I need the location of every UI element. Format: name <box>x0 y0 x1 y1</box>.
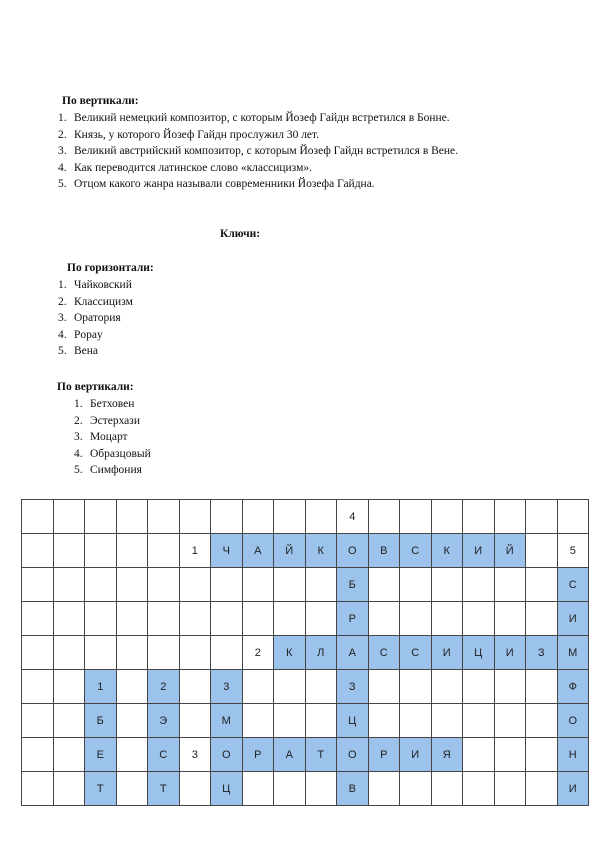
item-text: Великий австрийский композитор, с которым Йозеф Гайдн встретился в Вене. <box>74 145 459 158</box>
crossword-cell <box>368 568 400 602</box>
crossword-cell: Ц <box>463 636 495 670</box>
crossword-cell <box>116 738 148 772</box>
crossword-cell <box>116 636 148 670</box>
vertical-questions-heading: По вертикали: <box>62 95 139 107</box>
item-text: Чайковский <box>74 279 132 291</box>
crossword-cell: И <box>494 636 526 670</box>
keys-title: Ключи: <box>220 228 261 240</box>
crossword-cell <box>274 568 306 602</box>
crossword-cell: 3 <box>211 670 243 704</box>
crossword-cell: Л <box>305 636 337 670</box>
crossword-cell <box>53 602 85 636</box>
item-text: Классицизм <box>74 295 133 308</box>
crossword-cell: 2 <box>148 670 180 704</box>
crossword-cell <box>368 602 400 636</box>
crossword-cell <box>463 602 495 636</box>
crossword-cell: Й <box>494 534 526 568</box>
crossword-cell <box>526 568 558 602</box>
crossword-cell: Я <box>431 738 463 772</box>
item-number: 2. <box>58 128 67 141</box>
crossword-row <box>22 670 589 704</box>
question-item <box>58 127 458 144</box>
crossword-cell <box>400 602 432 636</box>
crossword-cell <box>431 602 463 636</box>
crossword-cell: Ч <box>211 534 243 568</box>
crossword-cell <box>305 704 337 738</box>
crossword-cell <box>179 772 211 806</box>
key-item <box>58 310 133 327</box>
crossword-cell: А <box>274 738 306 772</box>
crossword-cell: Ц <box>211 772 243 806</box>
crossword-cell: Т <box>148 772 180 806</box>
crossword-cell: К <box>431 534 463 568</box>
crossword-cell <box>179 636 211 670</box>
crossword-cell: Н <box>557 738 589 772</box>
crossword-cell <box>526 738 558 772</box>
crossword-cell <box>53 704 85 738</box>
keys-vertical-heading: По вертикали: <box>57 381 134 393</box>
crossword-cell <box>116 670 148 704</box>
item-number: 4. <box>58 161 67 174</box>
crossword-cell: С <box>557 568 589 602</box>
crossword-cell <box>305 772 337 806</box>
item-number: 1. <box>74 398 83 410</box>
crossword-cell: М <box>211 704 243 738</box>
crossword-cell: 5 <box>557 534 589 568</box>
crossword-cell: Ц <box>337 704 369 738</box>
crossword-cell <box>53 636 85 670</box>
crossword-cell <box>22 636 54 670</box>
crossword-cell <box>242 704 274 738</box>
item-text: Popay <box>74 328 103 341</box>
crossword-cell <box>494 500 526 534</box>
crossword-cell: Б <box>85 704 117 738</box>
item-number: 5. <box>58 345 67 358</box>
crossword-cell <box>22 500 54 534</box>
crossword-cell: Ф <box>557 670 589 704</box>
item-text: Князь, у которого Йозеф Гайдн прослужил 30 лет. <box>74 128 320 141</box>
crossword-cell: С <box>400 534 432 568</box>
crossword-cell <box>431 500 463 534</box>
crossword-cell <box>400 670 432 704</box>
crossword-cell <box>494 670 526 704</box>
crossword-cell <box>242 670 274 704</box>
crossword-cell <box>274 602 306 636</box>
key-item <box>74 462 151 479</box>
key-item <box>74 429 151 446</box>
crossword-row <box>22 500 589 534</box>
crossword-cell <box>463 772 495 806</box>
key-item <box>58 294 133 311</box>
item-text: Отцом какого жанра называли современники Йозефа Гайдна. <box>74 178 375 191</box>
crossword-cell <box>116 568 148 602</box>
crossword-cell: Р <box>337 602 369 636</box>
item-number: 3. <box>74 431 83 444</box>
crossword-cell <box>148 534 180 568</box>
crossword-cell <box>85 602 117 636</box>
crossword-cell <box>494 738 526 772</box>
crossword-cell <box>53 568 85 602</box>
crossword-row <box>22 534 589 568</box>
crossword-cell <box>116 704 148 738</box>
crossword-cell <box>148 602 180 636</box>
crossword-cell <box>368 772 400 806</box>
crossword-cell <box>85 534 117 568</box>
item-number: 3. <box>58 312 67 325</box>
crossword-cell <box>211 636 243 670</box>
question-item <box>58 143 458 160</box>
crossword-cell: С <box>400 636 432 670</box>
question-item <box>58 176 458 193</box>
crossword-cell <box>116 772 148 806</box>
crossword-cell: С <box>368 636 400 670</box>
crossword-cell: Б <box>337 568 369 602</box>
crossword-cell <box>494 772 526 806</box>
crossword-cell <box>463 500 495 534</box>
crossword-cell <box>431 670 463 704</box>
crossword-cell: З <box>526 636 558 670</box>
crossword-cell <box>305 670 337 704</box>
crossword-cell <box>116 500 148 534</box>
crossword-cell <box>148 568 180 602</box>
crossword-cell <box>242 772 274 806</box>
crossword-cell: 2 <box>242 636 274 670</box>
crossword-row <box>22 602 589 636</box>
crossword-cell <box>463 670 495 704</box>
crossword-cell: А <box>242 534 274 568</box>
crossword-cell: К <box>305 534 337 568</box>
item-number: 4. <box>58 328 67 341</box>
crossword-cell <box>179 670 211 704</box>
item-text: Бетховен <box>90 398 135 410</box>
crossword-cell <box>368 670 400 704</box>
crossword-cell: И <box>557 602 589 636</box>
crossword-cell <box>526 602 558 636</box>
crossword-cell: И <box>557 772 589 806</box>
crossword-cell <box>400 568 432 602</box>
crossword-cell: О <box>337 534 369 568</box>
key-item <box>58 327 133 344</box>
crossword-cell <box>526 772 558 806</box>
crossword-cell <box>400 500 432 534</box>
crossword-row <box>22 568 589 602</box>
crossword-cell: С <box>148 738 180 772</box>
item-number: 3. <box>58 145 67 158</box>
crossword-cell: И <box>463 534 495 568</box>
crossword-cell <box>463 568 495 602</box>
crossword-cell <box>22 738 54 772</box>
crossword-cell <box>148 636 180 670</box>
crossword-cell <box>116 534 148 568</box>
keys-horizontal-list <box>58 277 133 360</box>
crossword-cell <box>526 534 558 568</box>
crossword-cell: З <box>337 670 369 704</box>
crossword-cell <box>22 772 54 806</box>
crossword-cell <box>494 602 526 636</box>
crossword-cell: 1 <box>179 534 211 568</box>
crossword-cell <box>85 636 117 670</box>
crossword-cell <box>431 568 463 602</box>
crossword-cell <box>368 704 400 738</box>
crossword-cell: И <box>431 636 463 670</box>
crossword-cell <box>211 602 243 636</box>
crossword-cell: К <box>274 636 306 670</box>
crossword-cell <box>211 500 243 534</box>
crossword-cell <box>116 602 148 636</box>
key-item <box>74 413 151 430</box>
crossword-cell: 3 <box>179 738 211 772</box>
crossword-cell <box>22 670 54 704</box>
item-number: 1. <box>58 112 67 124</box>
crossword-cell <box>179 568 211 602</box>
crossword-cell <box>526 704 558 738</box>
keys-vertical-list <box>74 396 151 479</box>
crossword-cell <box>148 500 180 534</box>
crossword-cell <box>53 738 85 772</box>
crossword-cell: О <box>557 704 589 738</box>
item-text: Образцовый <box>90 447 151 460</box>
crossword-cell <box>242 602 274 636</box>
key-item <box>58 277 133 294</box>
crossword-cell <box>400 704 432 738</box>
crossword-cell: Й <box>274 534 306 568</box>
crossword-cell <box>179 704 211 738</box>
crossword-cell <box>431 772 463 806</box>
crossword-cell: О <box>337 738 369 772</box>
item-number: 2. <box>58 295 67 308</box>
crossword-cell <box>526 500 558 534</box>
crossword-cell: И <box>400 738 432 772</box>
crossword-cell <box>274 670 306 704</box>
vertical-questions-list <box>58 110 458 193</box>
crossword-cell <box>85 568 117 602</box>
crossword-cell <box>368 500 400 534</box>
question-item <box>58 110 458 127</box>
crossword-cell: Т <box>85 772 117 806</box>
item-number: 1. <box>58 279 67 291</box>
crossword-cell: Т <box>305 738 337 772</box>
crossword-cell: 1 <box>85 670 117 704</box>
key-item <box>74 446 151 463</box>
keys-horizontal-heading: По горизонтали: <box>67 262 154 274</box>
crossword-cell <box>53 772 85 806</box>
crossword-cell <box>53 534 85 568</box>
crossword-cell <box>85 500 117 534</box>
crossword-cell <box>242 500 274 534</box>
crossword-cell <box>22 704 54 738</box>
crossword-cell <box>211 568 243 602</box>
crossword-cell: Е <box>85 738 117 772</box>
crossword-cell <box>494 704 526 738</box>
item-number: 5. <box>74 464 83 477</box>
crossword-cell <box>53 670 85 704</box>
crossword-cell: Э <box>148 704 180 738</box>
crossword-cell <box>431 704 463 738</box>
crossword-cell: М <box>557 636 589 670</box>
crossword-cell <box>305 500 337 534</box>
item-text: Моцарт <box>90 431 128 444</box>
crossword-cell <box>274 772 306 806</box>
crossword-cell <box>179 602 211 636</box>
crossword-grid <box>21 499 589 806</box>
item-number: 5. <box>58 178 67 191</box>
item-number: 2. <box>74 414 83 427</box>
crossword-cell <box>53 500 85 534</box>
key-item <box>58 343 133 360</box>
crossword-cell <box>22 602 54 636</box>
crossword-cell: 4 <box>337 500 369 534</box>
crossword-cell <box>305 602 337 636</box>
item-text: Великий немецкий композитор, с которым Йозеф Гайдн встретился в Бонне. <box>74 112 450 124</box>
crossword-row <box>22 704 589 738</box>
crossword-cell <box>274 500 306 534</box>
crossword-cell <box>557 500 589 534</box>
item-text: Эстерхази <box>90 414 140 427</box>
crossword-cell: В <box>337 772 369 806</box>
crossword-row <box>22 772 589 806</box>
crossword-cell: О <box>211 738 243 772</box>
crossword-cell <box>463 738 495 772</box>
crossword-cell <box>22 568 54 602</box>
crossword-cell <box>526 670 558 704</box>
item-text: Как переводится латинское слово «классицизм». <box>74 161 312 174</box>
crossword-cell <box>274 704 306 738</box>
item-number: 4. <box>74 447 83 460</box>
crossword-cell <box>22 534 54 568</box>
crossword-cell <box>494 568 526 602</box>
crossword-cell: А <box>337 636 369 670</box>
crossword-cell: Р <box>242 738 274 772</box>
crossword-cell: В <box>368 534 400 568</box>
crossword-cell <box>242 568 274 602</box>
crossword-cell <box>463 704 495 738</box>
question-item <box>58 160 458 177</box>
crossword-cell <box>179 500 211 534</box>
crossword-cell <box>305 568 337 602</box>
item-text: Оратория <box>74 312 121 325</box>
crossword-cell <box>400 772 432 806</box>
item-text: Симфония <box>90 464 142 477</box>
item-text: Вена <box>74 345 99 358</box>
key-item <box>74 396 151 413</box>
crossword-row <box>22 738 589 772</box>
crossword-cell: Р <box>368 738 400 772</box>
crossword-row <box>22 636 589 670</box>
